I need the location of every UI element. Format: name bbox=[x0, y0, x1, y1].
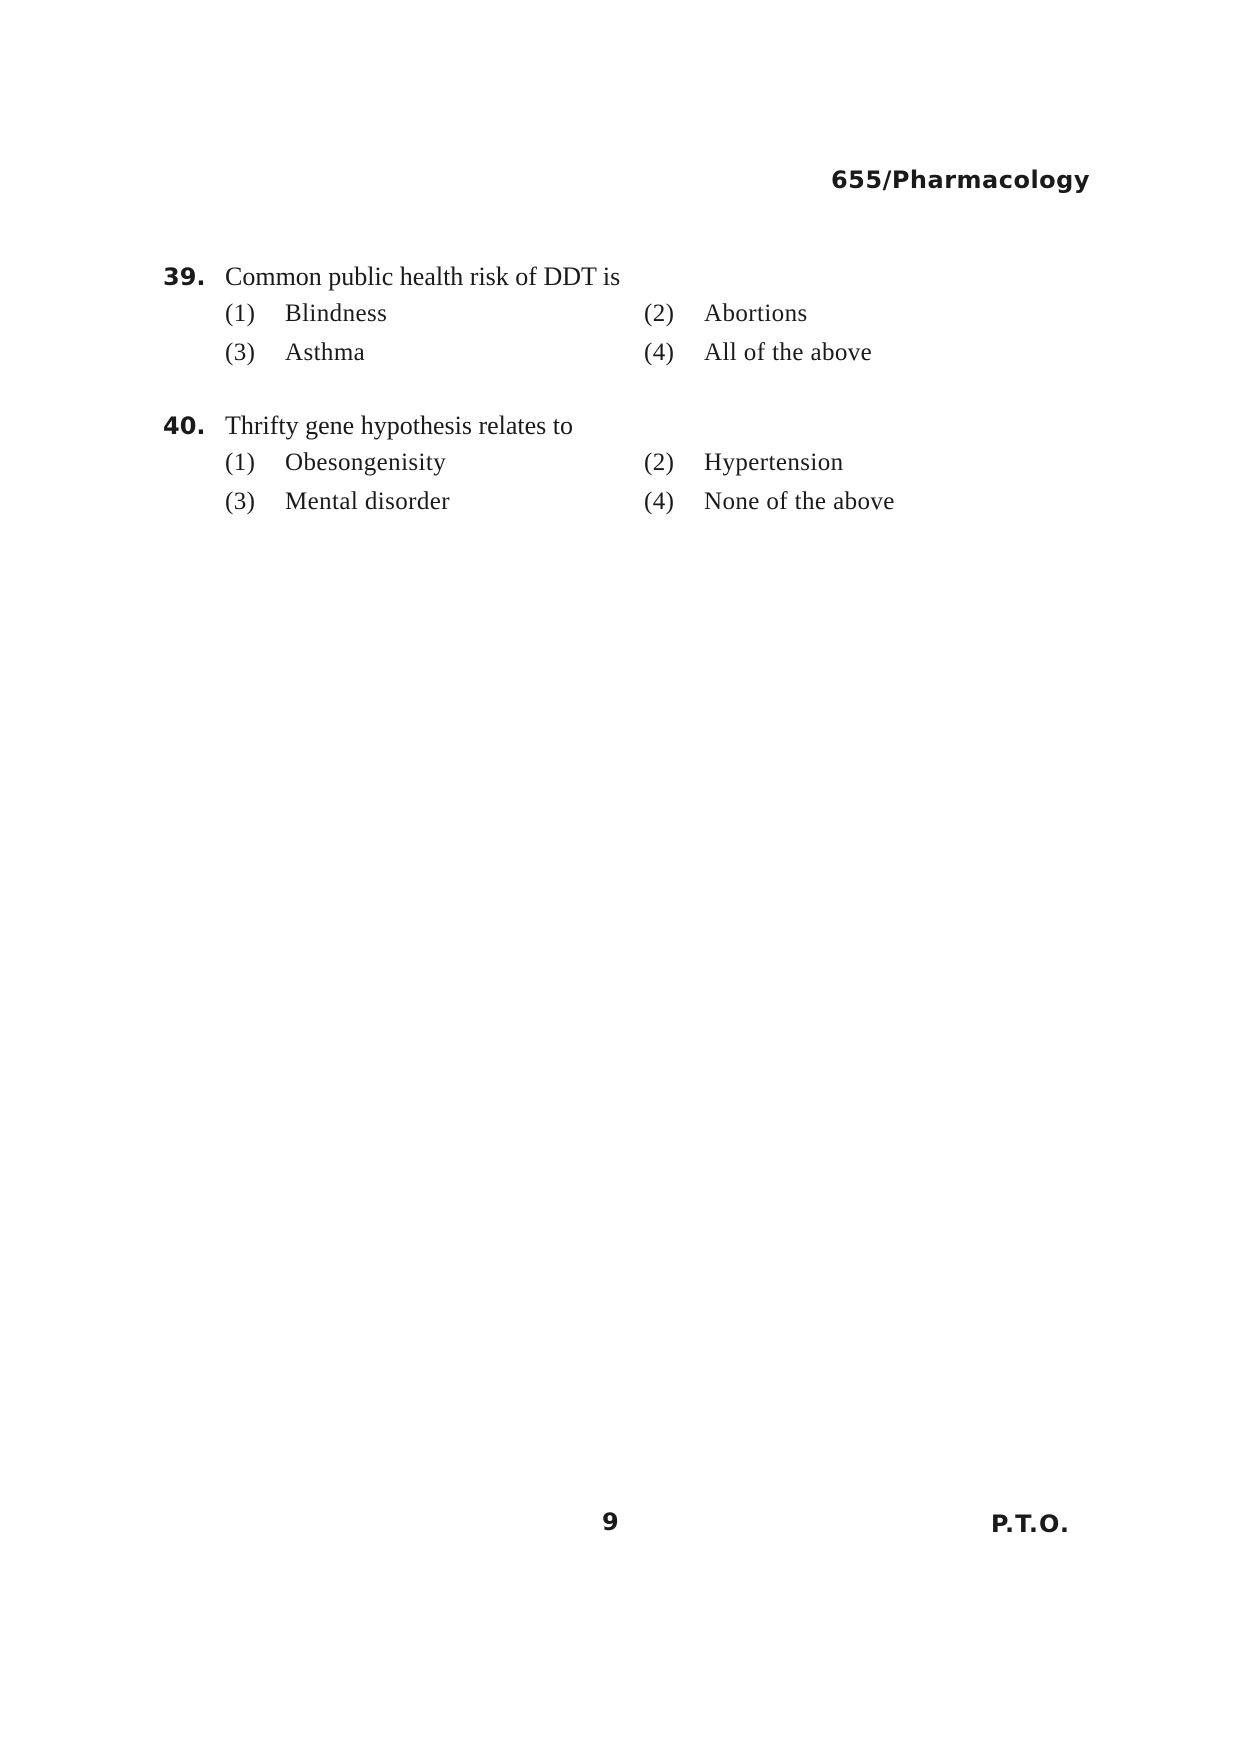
options-row bbox=[163, 488, 1063, 527]
option-text: Asthma bbox=[285, 339, 366, 366]
question-39 bbox=[163, 262, 1063, 378]
option-label: (4) bbox=[644, 339, 675, 366]
option-text: All of the above bbox=[704, 339, 873, 366]
option-text: Blindness bbox=[285, 300, 388, 327]
option-label: (3) bbox=[225, 339, 256, 366]
option-text: Obesongenisity bbox=[285, 449, 447, 476]
option-4 bbox=[644, 339, 1063, 367]
question-text: Common public health risk of DDT is bbox=[225, 262, 621, 291]
option-text: Abortions bbox=[704, 300, 808, 327]
option-text: Hypertension bbox=[704, 449, 844, 476]
pto-label: P.T.O. bbox=[990, 1510, 1070, 1538]
question-stem bbox=[163, 411, 1063, 449]
option-label: (3) bbox=[225, 488, 256, 515]
question-number: 40. bbox=[163, 412, 206, 440]
options-row bbox=[163, 339, 1063, 378]
option-3 bbox=[225, 488, 644, 516]
option-1 bbox=[225, 449, 644, 477]
option-label: (1) bbox=[225, 449, 256, 476]
options-row bbox=[163, 449, 1063, 488]
question-stem bbox=[163, 262, 1063, 300]
option-text: None of the above bbox=[704, 488, 895, 515]
paper-code-header: 655/Pharmacology bbox=[830, 166, 1090, 194]
option-1 bbox=[225, 300, 644, 328]
option-2 bbox=[644, 300, 1063, 328]
question-text: Thrifty gene hypothesis relates to bbox=[225, 411, 574, 440]
option-label: (2) bbox=[644, 300, 675, 327]
question-40 bbox=[163, 411, 1063, 527]
options-row bbox=[163, 300, 1063, 339]
option-label: (1) bbox=[225, 300, 256, 327]
option-text: Mental disorder bbox=[285, 488, 450, 515]
option-2 bbox=[644, 449, 1063, 477]
option-3 bbox=[225, 339, 644, 367]
question-number: 39. bbox=[163, 263, 206, 291]
option-label: (4) bbox=[644, 488, 675, 515]
option-label: (2) bbox=[644, 449, 675, 476]
option-4 bbox=[644, 488, 1063, 516]
page-number: 9 bbox=[602, 1508, 619, 1536]
